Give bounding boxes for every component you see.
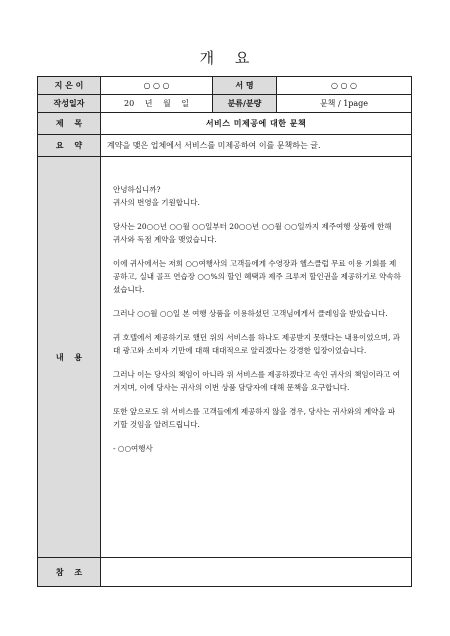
subject-value: 서비스 미제공에 대한 문책	[101, 113, 412, 135]
category-label: 분류/분량	[213, 95, 277, 113]
author-label: 지 은 이	[38, 77, 101, 95]
author-value: ○ ○ ○	[101, 77, 213, 95]
content-body	[101, 157, 412, 558]
date-label: 작성일자	[38, 95, 101, 113]
category-value: 문책 / 1page	[277, 95, 412, 113]
content-paragraph: 그러나 이는 당사의 책임이 아니라 위 서비스를 제공하겠다고 속인 귀사의 책임이라고 여겨지며, 이에 당사는 귀사의 이번 상품 담당자에 대해 문책을 요구합니다.	[113, 370, 401, 392]
content-paragraph: 또한 앞으로도 위 서비스를 고객들에게 제공하지 않을 경우, 당사는 귀사와의 계약을 파기할 것임을 알려드립니다.	[113, 407, 396, 429]
content-paragraph: 그러나 ○○월 ○○일 본 여행 상품을 이용하셨던 고객님에게서 클레임을 받았습니다.	[113, 309, 388, 318]
date-value: 20 년 월 일	[101, 95, 213, 113]
summary-table	[37, 76, 412, 587]
content-paragraph: 안녕하십니까? 귀사의 번영을 기원합니다.	[113, 185, 200, 207]
subject-label: 제 목	[38, 113, 101, 135]
reference-label: 참 조	[38, 558, 101, 587]
content-label: 내 용	[38, 157, 101, 558]
summary-label: 요 약	[38, 135, 101, 157]
signature-value: ○ ○ ○	[277, 77, 412, 95]
reference-value	[101, 558, 412, 587]
summary-value: 계약을 맺은 업체에서 서비스를 미제공하여 이를 문책하는 글.	[101, 135, 412, 157]
content-paragraph: 귀 호텔에서 제공하기로 했던 위의 서비스를 하나도 제공받지 못했다는 내용이었으며, 과대 광고와 소비자 기만에 대해 대대적으로 알리겠다는 강경한 입장이었습니다.	[113, 333, 401, 355]
content-signoff: - ○○여행사	[113, 444, 153, 453]
content-paragraph: 당사는 20○○년 ○○월 ○○일부터 20○○년 ○○월 ○○일까지 제주여행 상품에 한해 귀사와 독점 계약을 맺었습니다.	[113, 222, 392, 244]
content-paragraph: 이에 귀사에서는 저희 ○○여행사의 고객들에게 수영장과 헬스클럽 무료 이용 기회를 제공하고, 실내 골프 연습장 ○○%의 할인 혜택과 제주 크루저 할인권을 제공하기로 약속하셨습니다.	[113, 259, 401, 294]
signature-label: 서 명	[213, 77, 277, 95]
document-title: 개 요	[199, 49, 251, 67]
